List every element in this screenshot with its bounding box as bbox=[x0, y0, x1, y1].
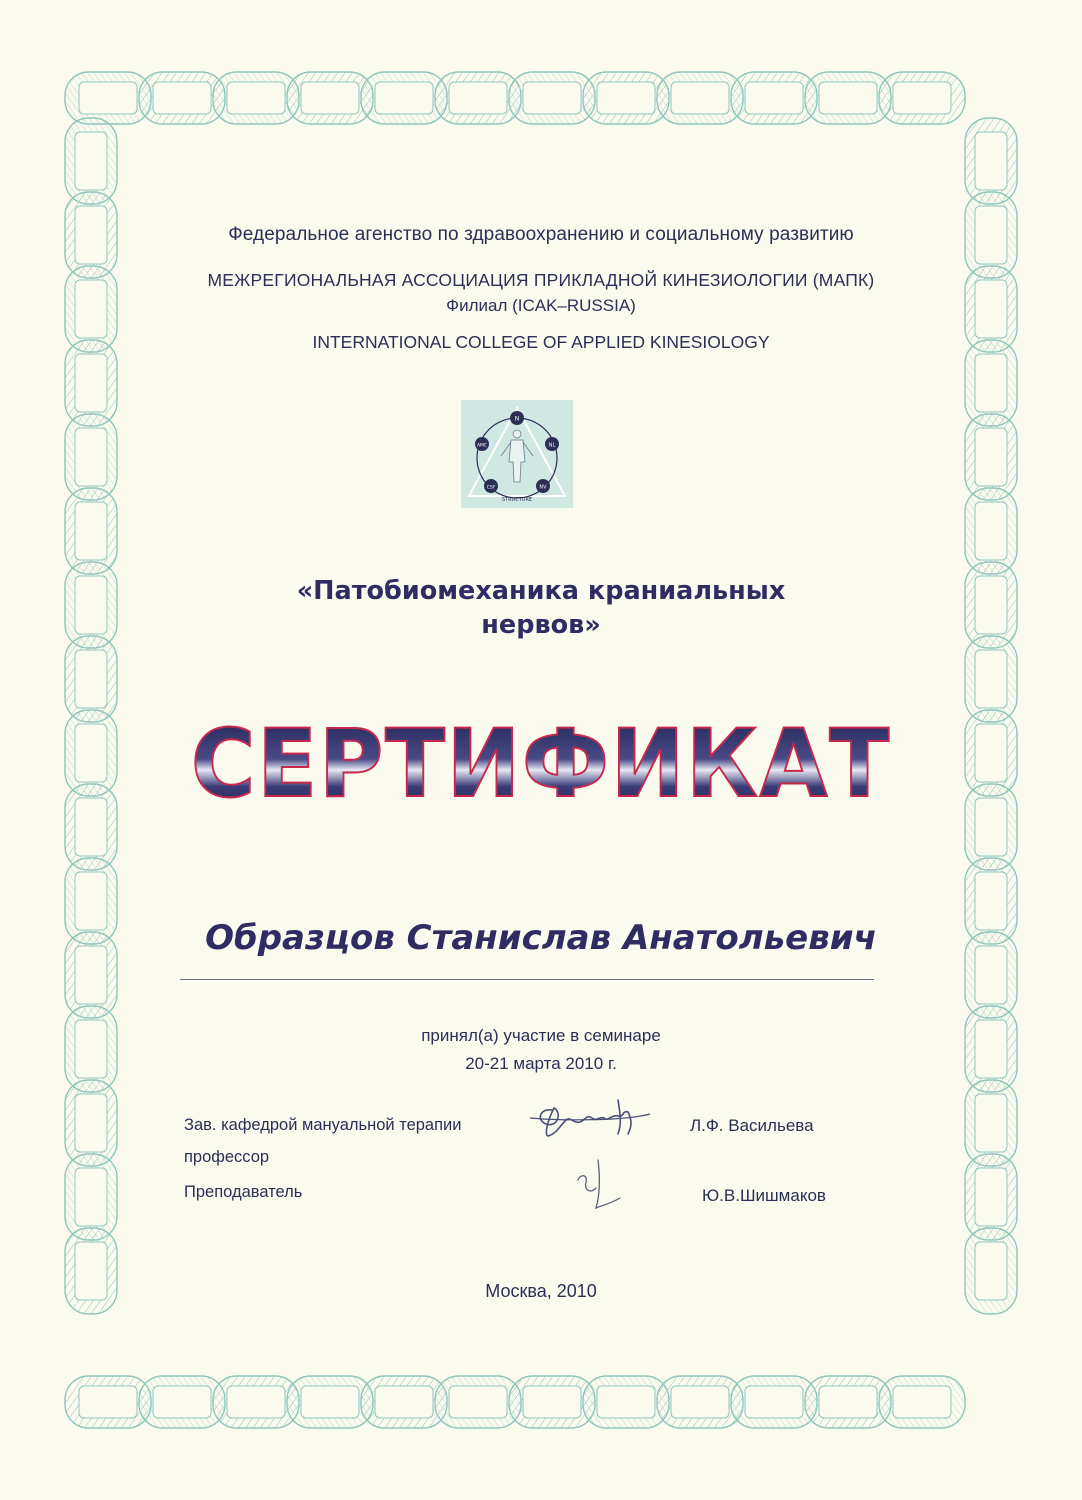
frame-link-hole bbox=[975, 1020, 1007, 1078]
frame-link-hole bbox=[975, 280, 1007, 338]
logo-label-csf: CSF bbox=[486, 485, 496, 491]
participation-text: принял(а) участие в семинаре bbox=[421, 1026, 661, 1045]
seminar-title bbox=[140, 574, 942, 642]
frame-link-hole bbox=[79, 82, 137, 114]
branch-line: Филиал (ICAK–RUSSIA) bbox=[446, 296, 636, 315]
frame-link-hole bbox=[975, 1094, 1007, 1152]
certificate-content bbox=[140, 150, 942, 1350]
recipient-name: Образцов Станислав Анатольевич bbox=[205, 918, 877, 958]
frame-link-hole bbox=[523, 82, 581, 114]
frame-link-hole bbox=[75, 946, 107, 1004]
frame-link-hole bbox=[75, 650, 107, 708]
frame-link-hole bbox=[975, 428, 1007, 486]
frame-link-hole bbox=[975, 724, 1007, 782]
association-line: МЕЖРЕГИОНАЛЬНАЯ АССОЦИАЦИЯ ПРИКЛАДНОЙ КИНЕЗИОЛОГИИ (МАПК) bbox=[207, 270, 875, 290]
frame-link-hole bbox=[79, 1386, 137, 1418]
frame-link-hole bbox=[975, 576, 1007, 634]
frame-link-hole bbox=[597, 1386, 655, 1418]
frame-link-hole bbox=[153, 82, 211, 114]
frame-link-hole bbox=[819, 82, 877, 114]
frame-link-hole bbox=[523, 1386, 581, 1418]
certificate-title: СЕРТИФИКАТ bbox=[191, 710, 891, 819]
logo-label-nv: NV bbox=[539, 484, 547, 491]
signatory-1-name: Л.Ф. Васильева bbox=[690, 1116, 814, 1135]
logo-word: STRUCTURE bbox=[501, 497, 533, 503]
frame-link-hole bbox=[75, 206, 107, 264]
frame-link-hole bbox=[975, 798, 1007, 856]
frame-link-hole bbox=[893, 1386, 951, 1418]
frame-link-hole bbox=[745, 82, 803, 114]
place-and-year: Москва, 2010 bbox=[485, 1281, 597, 1301]
frame-link-hole bbox=[153, 1386, 211, 1418]
frame-link-hole bbox=[75, 354, 107, 412]
college-line: INTERNATIONAL COLLEGE OF APPLIED KINESIOLOGY bbox=[312, 332, 770, 352]
frame-link-hole bbox=[75, 428, 107, 486]
frame-link-hole bbox=[975, 206, 1007, 264]
frame-link-hole bbox=[375, 1386, 433, 1418]
frame-link-hole bbox=[301, 1386, 359, 1418]
logo-label-nl: NL bbox=[548, 442, 556, 449]
agency-line: Федеральное агенство по здравоохранению и социальному развитию bbox=[228, 224, 854, 245]
name-underline bbox=[180, 979, 874, 980]
frame-link-hole bbox=[227, 82, 285, 114]
frame-link-hole bbox=[75, 1168, 107, 1226]
frame-link-hole bbox=[819, 1386, 877, 1418]
certificate-heading bbox=[140, 704, 942, 824]
signatory-1-role: Зав. кафедрой мануальной терапии bbox=[184, 1116, 462, 1134]
frame-link-hole bbox=[75, 576, 107, 634]
signatory-1-title: профессор bbox=[184, 1148, 270, 1166]
seminar-title-line-2: нервов» bbox=[481, 610, 601, 640]
logo-label-n: N bbox=[514, 415, 520, 423]
frame-link-hole bbox=[75, 1020, 107, 1078]
frame-link-hole bbox=[745, 1386, 803, 1418]
frame-link-hole bbox=[975, 354, 1007, 412]
frame-link-hole bbox=[893, 82, 951, 114]
frame-link-hole bbox=[75, 872, 107, 930]
logo-label-amc: AMC bbox=[476, 443, 488, 449]
frame-link-hole bbox=[975, 502, 1007, 560]
frame-link-hole bbox=[975, 872, 1007, 930]
frame-link-hole bbox=[671, 82, 729, 114]
frame-link-hole bbox=[449, 82, 507, 114]
frame-link-hole bbox=[75, 724, 107, 782]
frame-link-hole bbox=[75, 1242, 107, 1300]
frame-link-hole bbox=[449, 1386, 507, 1418]
icak-logo bbox=[461, 400, 573, 508]
seminar-date: 20-21 марта 2010 г. bbox=[465, 1054, 617, 1073]
frame-link-hole bbox=[75, 280, 107, 338]
frame-link-hole bbox=[975, 946, 1007, 1004]
seminar-title-line-1: «Патобиомеханика краниальных bbox=[296, 576, 786, 606]
signatory-2-name: Ю.В.Шишмаков bbox=[702, 1186, 826, 1205]
frame-link-hole bbox=[975, 132, 1007, 190]
frame-link-hole bbox=[75, 502, 107, 560]
frame-link-hole bbox=[597, 82, 655, 114]
frame-link-hole bbox=[975, 650, 1007, 708]
frame-link-hole bbox=[671, 1386, 729, 1418]
frame-link-hole bbox=[301, 82, 359, 114]
frame-link-hole bbox=[75, 132, 107, 190]
handwritten-signatures bbox=[500, 1090, 700, 1240]
signatory-2-role: Преподаватель bbox=[184, 1183, 303, 1201]
frame-link-hole bbox=[975, 1168, 1007, 1226]
frame-link-hole bbox=[75, 1094, 107, 1152]
frame-link-hole bbox=[375, 82, 433, 114]
frame-link-hole bbox=[227, 1386, 285, 1418]
frame-link-hole bbox=[975, 1242, 1007, 1300]
frame-link-hole bbox=[75, 798, 107, 856]
